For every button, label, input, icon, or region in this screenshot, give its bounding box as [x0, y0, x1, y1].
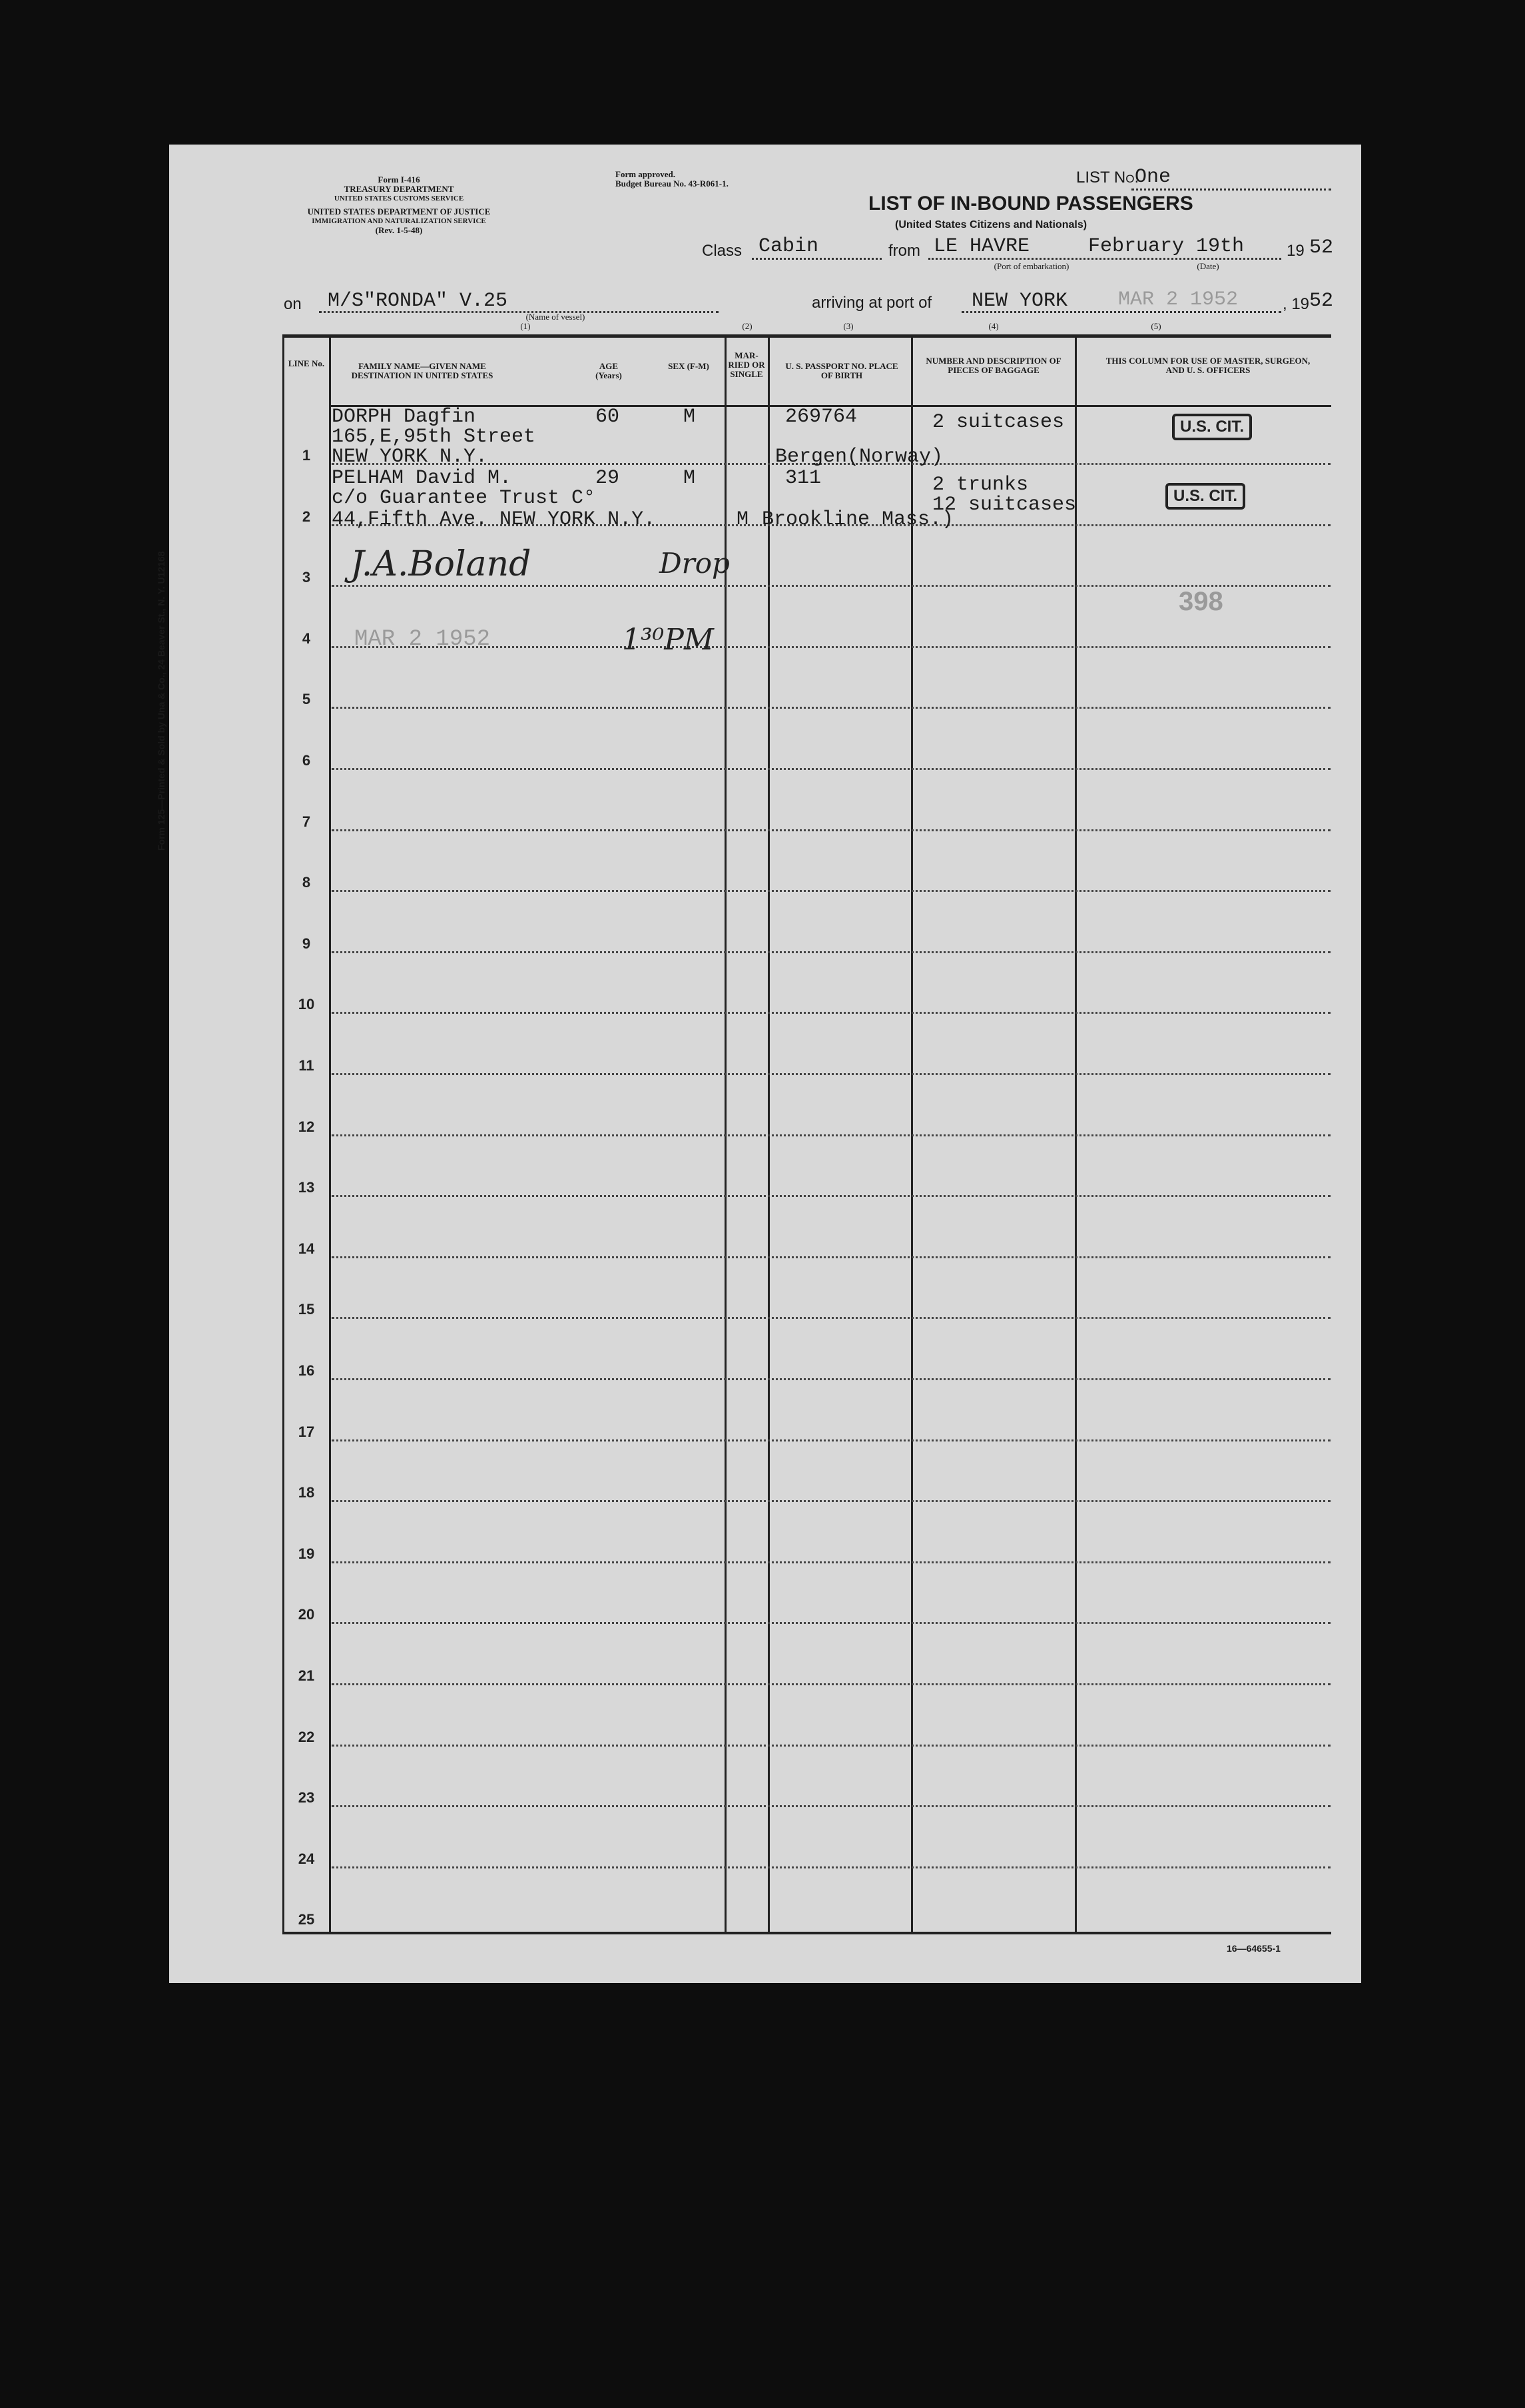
line-number: 18 — [298, 1484, 315, 1501]
departure-date: February 19th — [1088, 235, 1245, 258]
passenger-1-baggage: 2 suitcases — [932, 411, 1065, 434]
list-no-line — [1131, 189, 1331, 191]
line-number: 19 — [298, 1545, 315, 1562]
form-approved: Form approved. — [615, 169, 676, 179]
arriving-label: arriving at port of — [812, 294, 932, 312]
header-baggage — [920, 356, 1067, 375]
line-number: 24 — [298, 1850, 315, 1867]
list-title: LIST OF IN-BOUND PASSENGERS — [868, 193, 1193, 214]
row-rule — [332, 1561, 1331, 1563]
row-rule — [332, 951, 1331, 953]
dept-customs: UNITED STATES CUSTOMS SERVICE — [334, 195, 464, 202]
line-number: 23 — [298, 1789, 315, 1806]
line-number: 2 — [302, 508, 311, 525]
row-rule — [332, 829, 1331, 831]
passenger-1-address2: NEW YORK N.Y. — [332, 446, 488, 468]
row-rule — [332, 1317, 1331, 1319]
row-rule — [332, 1866, 1331, 1868]
header-officers — [1101, 356, 1315, 375]
inspection-date-stamp: MAR 2 1952 — [354, 627, 491, 652]
passenger-1-age: 60 — [595, 406, 620, 428]
line-number: 16 — [298, 1362, 315, 1379]
arrival-year: 52 — [1309, 290, 1334, 312]
year-prefix: 19 — [1287, 242, 1305, 260]
line-number: 15 — [298, 1301, 315, 1318]
passenger-2-age: 29 — [595, 467, 620, 490]
line-number: 5 — [302, 691, 311, 708]
row-rule — [332, 1256, 1331, 1258]
from-line — [928, 258, 1281, 260]
col-divider-line — [329, 334, 331, 1933]
header-name — [336, 362, 509, 380]
col-number-4: (4) — [988, 321, 999, 331]
header-line-no — [286, 359, 327, 368]
row-rule — [332, 707, 1331, 709]
class-line — [752, 258, 882, 260]
line-number: 13 — [298, 1179, 315, 1196]
header-sex — [665, 362, 712, 371]
arrival-port: NEW YORK — [972, 290, 1068, 312]
line-number: 7 — [302, 813, 311, 830]
print-code: 16—64655-1 — [1227, 1943, 1281, 1954]
passenger-1-birthplace: Bergen(Norway) — [775, 446, 944, 468]
form-id: Form I-416 — [378, 175, 420, 185]
dept-treasury: TREASURY DEPARTMENT — [344, 184, 454, 194]
line-number: 22 — [298, 1728, 315, 1745]
header-officers-text: THIS COLUMN FOR USE OF MASTER, SURGEON, AND U. S. OFFICERS — [1105, 356, 1311, 375]
arrival-date-stamp: MAR 2 1952 — [1118, 288, 1239, 311]
table-left-border — [282, 334, 284, 1933]
header-married — [727, 351, 766, 379]
line-number: 4 — [302, 629, 311, 647]
class-value: Cabin — [759, 235, 819, 258]
header-name-text: FAMILY NAME—GIVEN NAME DESTINATION IN UNITED STATES — [351, 361, 493, 380]
col-number-3: (3) — [843, 321, 854, 331]
line-number: 8 — [302, 874, 311, 891]
passenger-2-sex: M — [683, 467, 696, 490]
embarkation-port: LE HAVRE — [934, 235, 1030, 258]
row-rule — [332, 1073, 1331, 1075]
header-married-text: MAR-RIED OR SINGLE — [728, 350, 765, 379]
row-rule — [332, 1745, 1331, 1747]
passenger-2-married: M — [737, 508, 749, 531]
passenger-2-passport: 311 — [785, 467, 822, 490]
arrival-line — [962, 311, 1281, 313]
passenger-1-passport: 269764 — [785, 406, 858, 428]
year-value: 52 — [1309, 236, 1334, 259]
header-age — [585, 362, 632, 380]
passenger-2-baggage-trunks: 2 trunks — [932, 474, 1029, 496]
table-bottom-rule — [282, 1932, 1331, 1934]
passenger-1-citizen-stamp: U.S. CIT. — [1172, 414, 1252, 440]
row-rule — [332, 890, 1331, 892]
row-rule — [332, 1195, 1331, 1197]
row-rule — [332, 1134, 1331, 1136]
passenger-2-baggage-suitcases: 12 suitcases — [932, 494, 1077, 516]
right-margin-number: 398 — [1179, 587, 1223, 616]
header-baggage-text: NUMBER AND DESCRIPTION OF PIECES OF BAGGAGE — [926, 356, 1062, 375]
vessel-name: M/S"RONDA" V.25 — [328, 290, 508, 312]
passenger-1-address1: 165,E,95th Street — [332, 426, 536, 448]
row-rule — [332, 1378, 1331, 1380]
line-number: 21 — [298, 1667, 315, 1684]
passenger-2-address2: 44,Fifth Ave. NEW YORK N.Y. — [332, 508, 656, 531]
row-rule — [332, 1439, 1331, 1441]
line-number: 14 — [298, 1240, 315, 1257]
dropped-note: Drop — [659, 547, 730, 580]
line-number: 25 — [298, 1911, 315, 1928]
col-number-2: (2) — [742, 321, 753, 331]
line-number: 12 — [298, 1118, 315, 1135]
list-no-value: One — [1135, 166, 1171, 189]
line-number: 20 — [298, 1606, 315, 1623]
passenger-2-name: PELHAM David M. — [332, 467, 512, 490]
from-label: from — [888, 242, 920, 260]
line-number: 9 — [302, 935, 311, 952]
on-label: on — [284, 295, 302, 313]
passenger-1-name: DORPH Dagfin — [332, 406, 476, 428]
row-rule — [332, 768, 1331, 770]
form-revision: (Rev. 1-5-48) — [375, 225, 423, 235]
dept-ins: IMMIGRATION AND NATURALIZATION SERVICE — [312, 217, 486, 225]
inspection-time-note: 1³⁰PM — [622, 623, 714, 657]
budget-bureau: Budget Bureau No. 43-R061-1. — [615, 179, 729, 189]
table-top-rule — [282, 334, 1331, 338]
list-no-label: LIST No. — [1076, 169, 1139, 187]
passenger-2-address1: c/o Guarantee Trust C° — [332, 487, 596, 510]
header-age-text: AGE (Years) — [595, 361, 622, 380]
dept-justice: UNITED STATES DEPARTMENT OF JUSTICE — [307, 206, 491, 216]
row-rule — [332, 1500, 1331, 1502]
row-rule — [332, 1012, 1331, 1014]
printer-side-text: Form 125—Printed & Sold by Una & Co., 24 Beaver St., N. Y. U12168 — [156, 551, 166, 851]
col-number-1: (1) — [520, 321, 531, 331]
line-number: 6 — [302, 752, 311, 769]
header-sex-text: SEX (F-M) — [668, 361, 709, 371]
col-number-5: (5) — [1151, 321, 1161, 331]
list-subtitle: (United States Citizens and Nationals) — [895, 219, 1087, 230]
row-rule — [332, 1622, 1331, 1624]
date-caption: (Date) — [1197, 261, 1219, 271]
manifest-page — [156, 145, 1361, 1983]
row-rule — [332, 1805, 1331, 1807]
row-rule — [332, 1683, 1331, 1685]
header-line-no-text: LINE No. — [288, 358, 325, 368]
arrival-year-prefix: , 19 — [1283, 295, 1310, 313]
header-passport — [782, 362, 902, 380]
line-number: 10 — [298, 996, 315, 1013]
line-number: 3 — [302, 569, 311, 586]
line-number: 1 — [302, 447, 311, 464]
line-number: 11 — [298, 1057, 314, 1074]
line-number: 17 — [298, 1423, 315, 1440]
passenger-1-sex: M — [683, 406, 696, 428]
vessel-caption: (Name of vessel) — [525, 312, 585, 322]
class-label: Class — [702, 242, 743, 260]
passenger-2-birthplace: Brookline Mass.) — [762, 508, 954, 531]
embarkation-caption: (Port of embarkation) — [994, 261, 1069, 271]
header-passport-text: U. S. PASSPORT NO. PLACE OF BIRTH — [785, 361, 898, 380]
passenger-2-citizen-stamp: U.S. CIT. — [1165, 483, 1245, 510]
inspector-signature: J.A.Boland — [350, 544, 531, 584]
